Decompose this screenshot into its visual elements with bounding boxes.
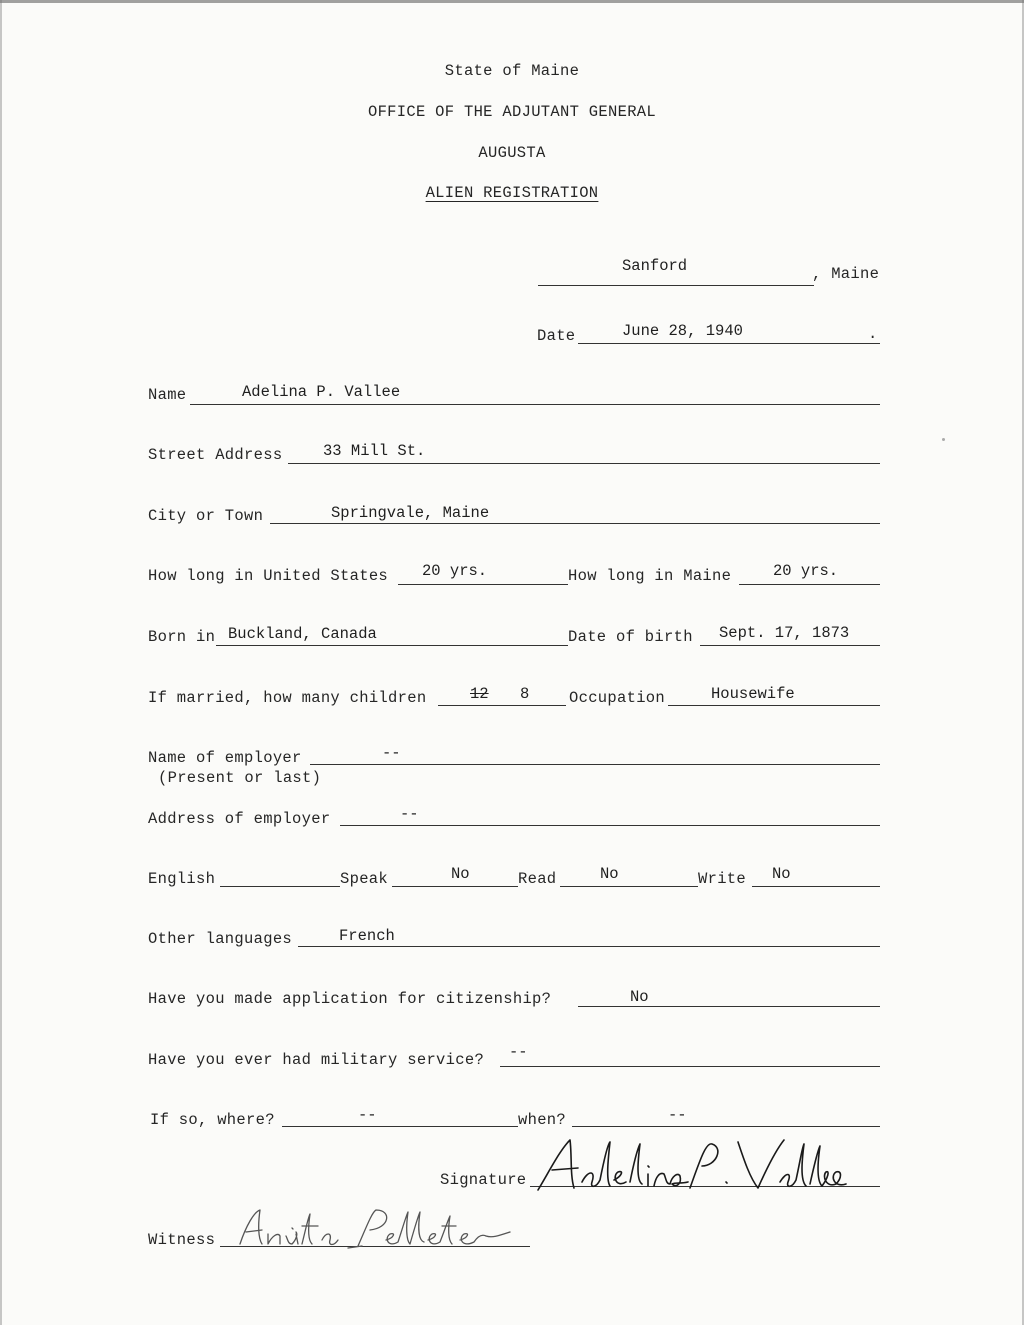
employer-address-line: [340, 825, 880, 826]
other-languages-value: French: [339, 927, 395, 945]
military-label: Have you ever had military service?: [148, 1051, 485, 1069]
read-value: No: [600, 865, 619, 883]
employer-value: --: [382, 744, 401, 762]
born-value: Buckland, Canada: [228, 625, 377, 643]
location-suffix: , Maine: [812, 265, 880, 283]
write-label: Write: [698, 870, 747, 888]
header-office: OFFICE OF THE ADJUTANT GENERAL: [367, 103, 657, 121]
date-value: June 28, 1940: [622, 322, 743, 340]
occupation-value: Housewife: [711, 685, 795, 703]
where-line: [282, 1126, 518, 1127]
dob-value: Sept. 17, 1873: [719, 624, 850, 642]
signature-label: Signature: [440, 1171, 527, 1189]
speak-label: Speak: [340, 870, 389, 888]
occupation-label: Occupation: [569, 689, 666, 707]
scan-edge-top: [0, 0, 1024, 3]
employer-label: Name of employer: [148, 749, 302, 767]
signature-handwriting: [530, 1130, 850, 1205]
street-value: 33 Mill St.: [323, 442, 426, 460]
english-label: English: [148, 870, 216, 888]
city-label: City or Town: [148, 507, 264, 525]
street-line: [288, 463, 880, 464]
write-value: No: [772, 865, 791, 883]
citizenship-value: No: [630, 988, 649, 1006]
street-label: Street Address: [148, 446, 283, 464]
maine-value: 20 yrs.: [773, 562, 839, 580]
write-line: [752, 886, 880, 887]
children-struck-value: 12: [470, 685, 489, 703]
born-label: Born in: [148, 628, 216, 646]
location-value: Sanford: [622, 257, 688, 275]
date-label: Date: [537, 327, 576, 345]
other-languages-line: [298, 946, 880, 947]
dob-line: [700, 645, 880, 646]
citizenship-line: [578, 1006, 880, 1007]
children-label: If married, how many children: [148, 689, 427, 707]
form-title: ALIEN REGISTRATION: [425, 184, 599, 202]
scan-speck: [942, 438, 945, 441]
military-value: --: [509, 1043, 528, 1061]
header-state: State of Maine: [444, 62, 580, 80]
english-line: [220, 886, 340, 887]
employer-line: [310, 764, 880, 765]
employer-address-label: Address of employer: [148, 810, 331, 828]
us-line: [398, 584, 568, 585]
date-end: .: [868, 325, 878, 343]
city-line: [270, 523, 880, 524]
location-line: [538, 285, 814, 286]
witness-label: Witness: [148, 1231, 216, 1249]
employer-address-value: --: [400, 805, 419, 823]
us-value: 20 yrs.: [422, 562, 488, 580]
where-label: If so, where?: [150, 1111, 275, 1129]
read-label: Read: [518, 870, 557, 888]
name-label: Name: [148, 386, 187, 404]
witness-handwriting: [230, 1200, 530, 1260]
date-line: [578, 343, 880, 344]
born-line: [216, 645, 568, 646]
dob-label: Date of birth: [568, 628, 693, 646]
read-line: [560, 886, 698, 887]
us-label: How long in United States: [148, 567, 389, 585]
other-languages-label: Other languages: [148, 930, 293, 948]
children-line: [438, 705, 566, 706]
military-line: [500, 1066, 880, 1067]
where-value: --: [358, 1106, 377, 1124]
city-value: Springvale, Maine: [331, 504, 490, 522]
when-value: --: [668, 1106, 687, 1124]
maine-line: [739, 584, 880, 585]
maine-label: How long in Maine: [568, 567, 732, 585]
occupation-line: [668, 705, 880, 706]
citizenship-label: Have you made application for citizenship?: [148, 990, 552, 1008]
speak-line: [392, 886, 518, 887]
header-city: AUGUSTA: [478, 144, 546, 162]
speak-value: No: [451, 865, 470, 883]
name-value: Adelina P. Vallee: [242, 383, 401, 401]
name-line: [190, 404, 880, 405]
when-label: when?: [518, 1111, 567, 1129]
children-value: 8: [520, 685, 530, 703]
employer-sublabel: (Present or last): [158, 769, 322, 787]
when-line: [572, 1126, 880, 1127]
